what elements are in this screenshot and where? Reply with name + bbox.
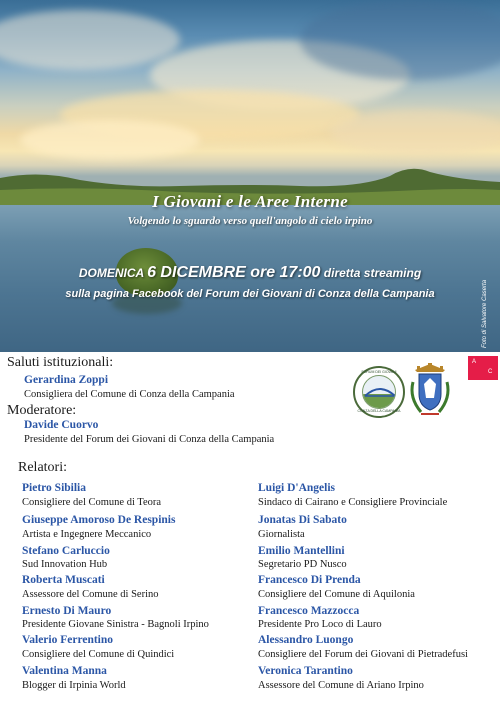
relatore-name: Francesco Di Prenda	[258, 574, 361, 586]
cloud-shape	[0, 10, 180, 70]
bridge-icon	[363, 376, 396, 409]
saluti-heading: Saluti istituzionali:	[7, 355, 114, 370]
cloud-shape	[20, 120, 200, 160]
relatore-role: Giornalista	[258, 529, 305, 540]
relatore-name: Alessandro Luongo	[258, 634, 354, 646]
relatore-name: Valerio Ferrentino	[22, 634, 114, 646]
relatore-name: Francesco Mazzocca	[258, 605, 360, 617]
relatore-name: Giuseppe Amoroso De Respinis	[22, 514, 176, 526]
relatore-role: Assessore del Comune di Ariano Irpino	[258, 680, 424, 691]
photo-credit: Foto di Salvatore Caserta	[482, 279, 488, 348]
event-mode: diretta streaming	[323, 266, 422, 280]
event-date: 6 DICEMBRE ore 17:00	[147, 264, 321, 281]
moderatore-role: Presidente del Forum dei Giovani di Conza della Campania	[24, 434, 275, 445]
relatore-role: Consigliere del Comune di Aquilonia	[258, 589, 415, 600]
relatore-role: Consigliere del Comune di Teora	[22, 497, 162, 508]
relatori-heading: Relatori:	[18, 460, 67, 475]
relatore-role: Sud Innovation Hub	[22, 559, 108, 570]
relatore-role: Assessore del Comune di Serino	[22, 589, 159, 600]
relatore-name: Ernesto Di Mauro	[22, 605, 112, 617]
relatore-name: Emilio Mantellini	[258, 545, 345, 557]
relatore-name: Pietro Sibilia	[22, 482, 86, 494]
event-title: I Giovani e le Aree Interne	[152, 192, 348, 211]
saluti-name: Gerardina Zoppi	[24, 374, 109, 386]
municipal-crest-icon	[407, 362, 453, 420]
relatore-role: Sindaco di Cairano e Consigliere Provinciale	[258, 497, 448, 508]
hero-photo	[0, 0, 500, 352]
event-subtitle: Volgendo lo sguardo verso quell'angolo di cielo irpino	[127, 215, 373, 227]
relatore-role: Presidente Giovane Sinistra - Bagnoli Irpino	[22, 619, 209, 630]
ac-badge-a: A	[472, 359, 477, 365]
relatore-role: Blogger di Irpinia World	[22, 680, 126, 691]
forum-logo-text-top: FORUM DEI GIOVANI	[361, 370, 397, 374]
moderatore-name: Davide Cuorvo	[24, 419, 99, 431]
relatore-name: Luigi D'Angelis	[258, 482, 336, 494]
relatore-role: Artista e Ingegnere Meccanico	[22, 529, 152, 540]
event-day: DOMENICA	[78, 266, 144, 280]
relatore-name: Roberta Muscati	[22, 574, 105, 586]
forum-logo	[353, 366, 405, 418]
relatore-name: Valentina Manna	[22, 665, 107, 677]
relatore-name: Veronica Tarantino	[258, 665, 353, 677]
relatore-role: Segretario PD Nusco	[258, 559, 347, 570]
cloud-shape	[330, 110, 500, 155]
relatore-role: Presidente Pro Loco di Lauro	[258, 619, 382, 630]
event-location: sulla pagina Facebook del Forum dei Giovani di Conza della Campania	[65, 288, 435, 300]
saluti-role: Consigliera del Comune di Conza della Campania	[24, 389, 235, 400]
ac-badge	[468, 356, 498, 380]
relatore-name: Stefano Carluccio	[22, 545, 110, 557]
event-datetime	[0, 264, 500, 282]
forum-logo-emblem	[362, 375, 396, 409]
relatore-role: Consigliere del Forum dei Giovani di Pietradefusi	[258, 649, 468, 660]
ac-badge-c: C	[488, 369, 493, 375]
relatore-name: Jonatas Di Sabato	[258, 514, 347, 526]
forum-logo-text-bottom: CONZA DELLA CAMPANIA	[357, 409, 401, 413]
moderatore-heading: Moderatore:	[7, 403, 77, 418]
relatore-role: Consigliere del Comune di Quindici	[22, 649, 175, 660]
